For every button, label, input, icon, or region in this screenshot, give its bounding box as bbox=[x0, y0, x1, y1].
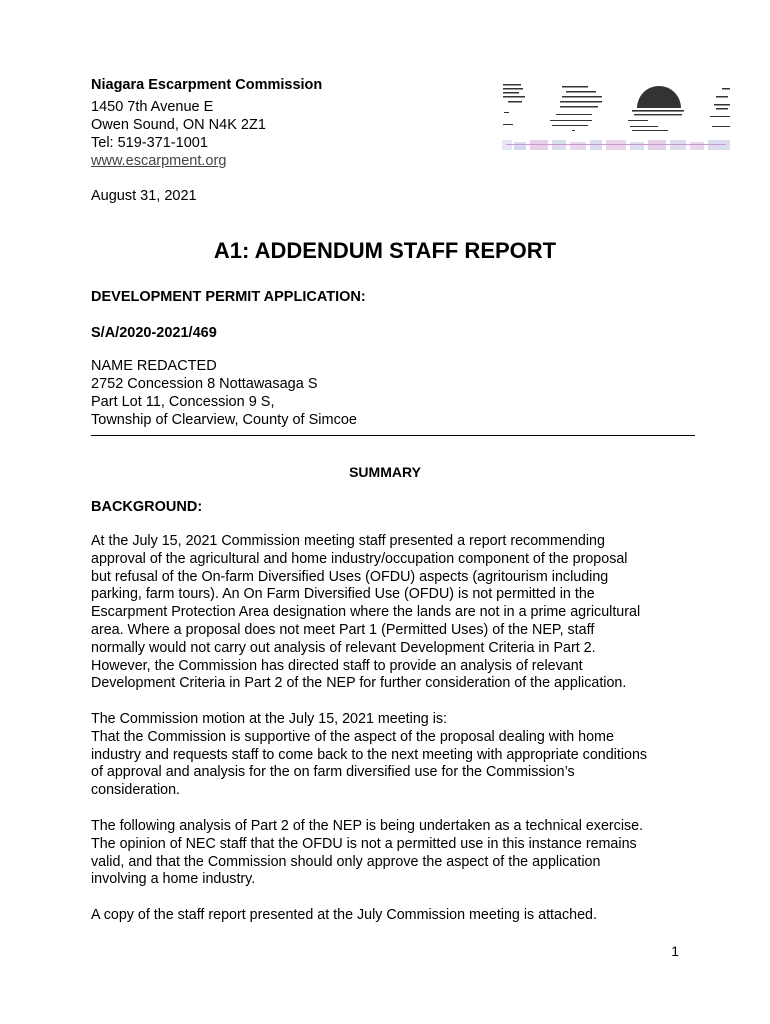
niagara-escarpment-biosphere-logo-icon bbox=[500, 78, 735, 160]
website-link[interactable]: www.escarpment.org bbox=[91, 153, 227, 169]
address-line-1: 1450 7th Avenue E bbox=[91, 99, 214, 115]
attachment-paragraph bbox=[91, 907, 691, 925]
text-line: Development Criteria in Part 2 of the NEP for further consideration of the application. bbox=[91, 675, 627, 692]
text-line: approval of the agricultural and home industry/occupation component of the proposal bbox=[91, 550, 628, 567]
text-line: The Commission motion at the July 15, 2021 meeting is: bbox=[91, 711, 448, 727]
text-line: A copy of the staff report presented at the July Commission meeting is attached. bbox=[91, 907, 597, 923]
report-title: A1: ADDENDUM STAFF REPORT bbox=[213, 238, 557, 263]
text-line: However, the Commission has directed staff to provide an analysis of relevant bbox=[91, 657, 583, 674]
application-heading: DEVELOPMENT PERMIT APPLICATION: bbox=[91, 289, 366, 305]
text-line: but refusal of the On-farm Diversified Uses (OFDU) aspects (agritourism including bbox=[91, 568, 609, 585]
file-number: S/A/2020-2021/469 bbox=[91, 325, 217, 341]
applicant-address: 2752 Concession 8 Nottawasaga S bbox=[91, 376, 318, 392]
text-line: Escarpment Protection Area designation where the lands are not in a prime agricultural bbox=[91, 604, 641, 621]
background-paragraph-1 bbox=[91, 533, 691, 693]
org-name: Niagara Escarpment Commission bbox=[91, 77, 323, 93]
background-heading: BACKGROUND: bbox=[91, 499, 203, 515]
text-line: industry and requests staff to come back to the next meeting with appropriate conditions bbox=[91, 746, 648, 763]
text-line: At the July 15, 2021 Commission meeting staff presented a report recommending bbox=[91, 533, 605, 549]
summary-heading: SUMMARY bbox=[349, 464, 421, 480]
applicant-municipality: Township of Clearview, County of Simcoe bbox=[91, 412, 357, 428]
applicant-name: NAME REDACTED bbox=[91, 358, 217, 374]
phone-line: Tel: 519-371-1001 bbox=[91, 135, 208, 151]
text-line: valid, and that the Commission should only approve the aspect of the application bbox=[91, 853, 601, 870]
report-date: August 31, 2021 bbox=[91, 188, 197, 204]
text-line: The opinion of NEC staff that the OFDU is not a permitted use in this instance remains bbox=[91, 835, 637, 852]
text-line: area. Where a proposal does not meet Part 1 (Permitted Uses) of the NEP, staff bbox=[91, 621, 595, 638]
text-line: That the Commission is supportive of the aspect of the proposal dealing with home bbox=[91, 728, 614, 745]
text-line: normally would not carry out analysis of relevant Development Criteria in Part 2. bbox=[91, 639, 596, 656]
text-line: of approval and analysis for the on farm diversified use for the Commission’s bbox=[91, 764, 575, 781]
text-line: parking, farm tours). An On Farm Diversified Use (OFDU) is not permitted in the bbox=[91, 586, 595, 603]
text-line: involving a home industry. bbox=[91, 871, 256, 888]
analysis-paragraph bbox=[91, 818, 691, 889]
section-divider bbox=[91, 435, 695, 436]
applicant-lot: Part Lot 11, Concession 9 S, bbox=[91, 394, 275, 410]
address-line-2: Owen Sound, ON N4K 2Z1 bbox=[91, 117, 266, 133]
page-number: 1 bbox=[671, 943, 679, 959]
text-line: The following analysis of Part 2 of the NEP is being undertaken as a technical exercise. bbox=[91, 818, 644, 834]
motion-paragraph bbox=[91, 711, 691, 800]
text-line: consideration. bbox=[91, 782, 181, 799]
